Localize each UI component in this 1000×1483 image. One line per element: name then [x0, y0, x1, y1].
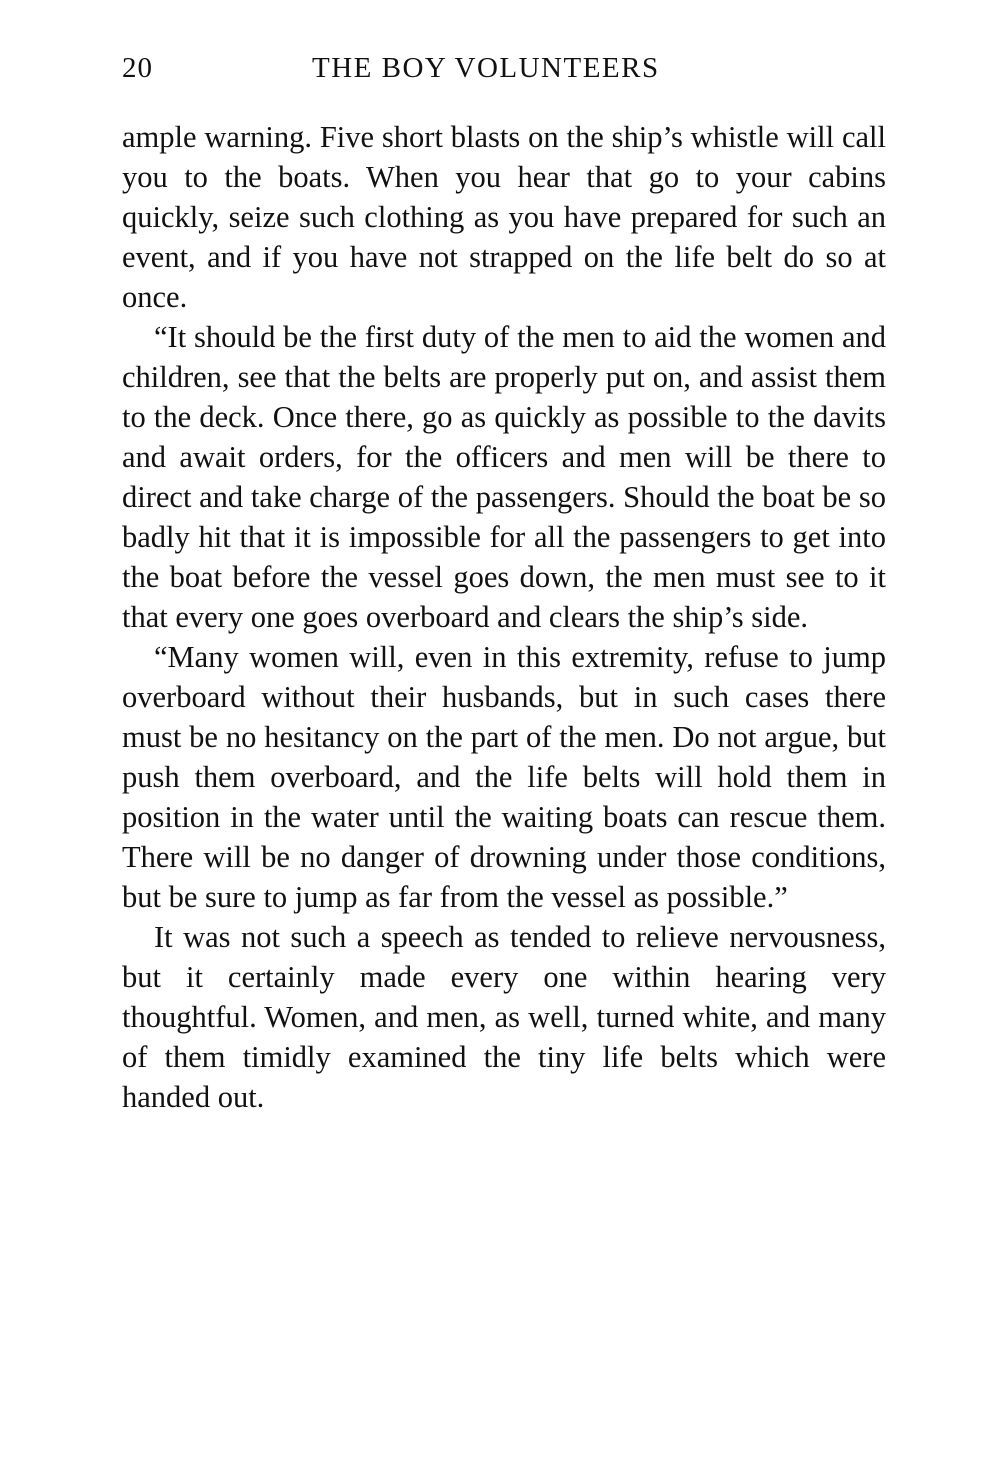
paragraph-4: It was not such a speech as tended to relieve nervousness, but it certainly made every one within hearing very thoughtful. Women, and men, as well, turned white, and many of them timidly examined the tiny life belts which were handed out.: [122, 920, 886, 1114]
paragraph-3: “Many women will, even in this extremity, refuse to jump overboard without their husbands, but in such cases there must be no hesitancy on the part of the men. Do not argue, but push them overboard, and the life belts will hold them in position in the water until the waiting boats can rescue them. There will be no danger of drowning under those conditions, but be sure to jump as far from the vessel as possible.”: [122, 640, 886, 914]
paragraph-2: “It should be the first duty of the men to aid the women and children, see that the belts are properly put on, and assist them to the deck. Once there, go as quickly as possible to the davits and await orders, for the officers and men will be there to direct and take charge of the passengers. Should the boat be so badly hit that it is impossible for all the passengers to get into the boat before the vessel goes down, the men must see to it that every one goes overboard and clears the ship’s side.: [122, 320, 886, 634]
paragraph-1: ample warning. Five short blasts on the ship’s whistle will call you to the boats. When you hear that go to your cabins quickly, seize such clothing as you have prepared for such an event, and if you have not strapped on the life belt do so at once.: [122, 120, 886, 314]
page-header: [122, 52, 886, 92]
body-text: [122, 117, 886, 1117]
page-number: 20: [122, 52, 153, 84]
running-title: THE BOY VOLUNTEERS: [312, 52, 660, 84]
